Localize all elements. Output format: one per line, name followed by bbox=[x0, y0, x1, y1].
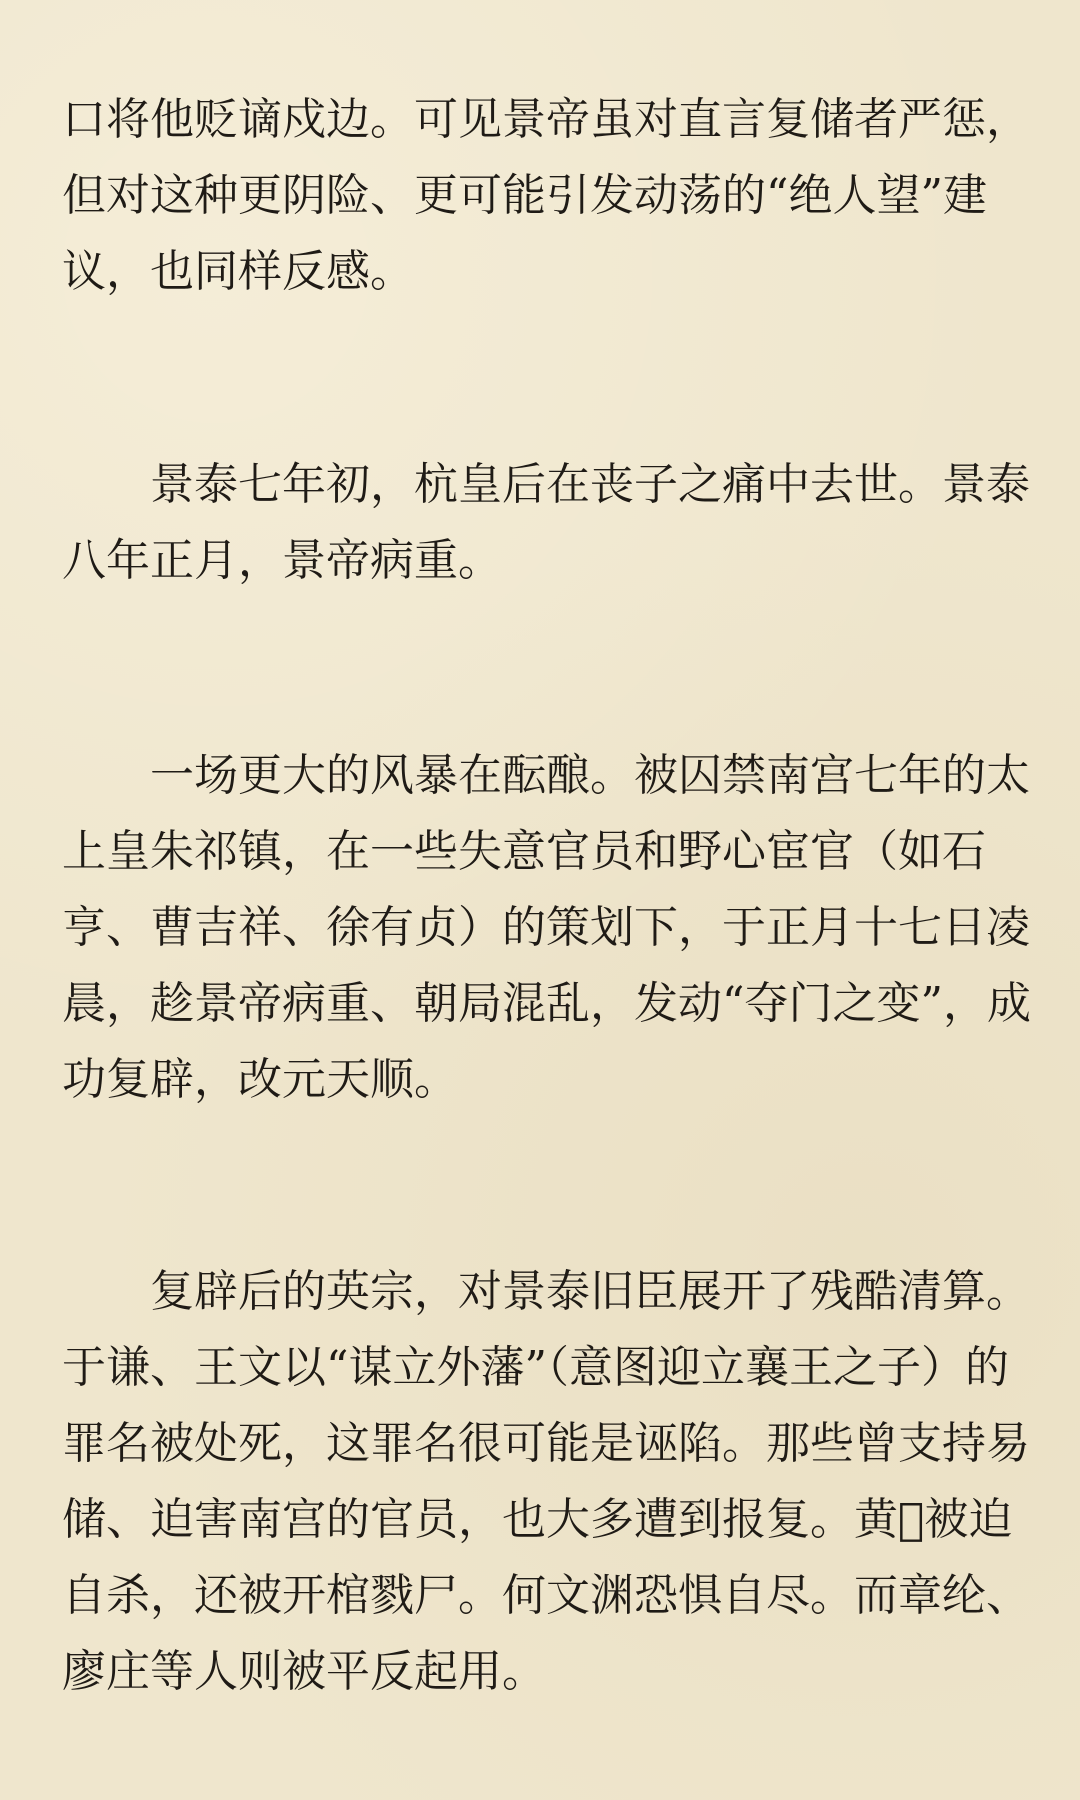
text-line: 复辟后的英宗，对景泰旧臣展开了残酷清算。 bbox=[150, 1266, 1030, 1317]
text-line: 上皇朱祁镇，在一些失意官员和野心宦官（如石 bbox=[62, 826, 986, 877]
text-line: 景泰七年初，杭皇后在丧子之痛中去世。景泰 bbox=[150, 459, 1030, 510]
paragraph-4 bbox=[62, 1254, 1030, 1710]
text-line: 八年正月，景帝病重。 bbox=[62, 535, 502, 586]
text-line: 廖庄等人则被平反起用。 bbox=[62, 1646, 546, 1697]
paragraph-1 bbox=[62, 82, 1030, 310]
text-line: 口将他贬谪戍边。可见景帝虽对直言复储者严惩， bbox=[62, 94, 1030, 145]
text-line: 储、迫害南宫的官员，也大多遭到报复。黄𫵨被迫 bbox=[62, 1494, 1013, 1545]
paragraph-3 bbox=[62, 738, 1031, 1118]
text-line: 于谦、王文以“谋立外藩”（意图迎立襄王之子）的 bbox=[62, 1342, 1009, 1393]
text-line: 晨，趁景帝病重、朝局混乱，发动“夺门之变”，成 bbox=[62, 978, 1031, 1029]
paragraph-2 bbox=[62, 447, 1030, 599]
text-line: 自杀，还被开棺戮尸。何文渊恐惧自尽。而章纶、 bbox=[62, 1570, 1030, 1621]
text-line: 一场更大的风暴在酝酿。被囚禁南宫七年的太 bbox=[150, 750, 1030, 801]
text-line: 亨、曹吉祥、徐有贞）的策划下，于正月十七日凌 bbox=[62, 902, 1030, 953]
text-line: 功复辟，改元天顺。 bbox=[62, 1054, 458, 1105]
text-line: 但对这种更阴险、更可能引发动荡的“绝人望”建 bbox=[62, 170, 987, 221]
text-line: 罪名被处死，这罪名很可能是诬陷。那些曾支持易 bbox=[62, 1418, 1030, 1469]
text-line: 议，也同样反感。 bbox=[62, 246, 414, 297]
